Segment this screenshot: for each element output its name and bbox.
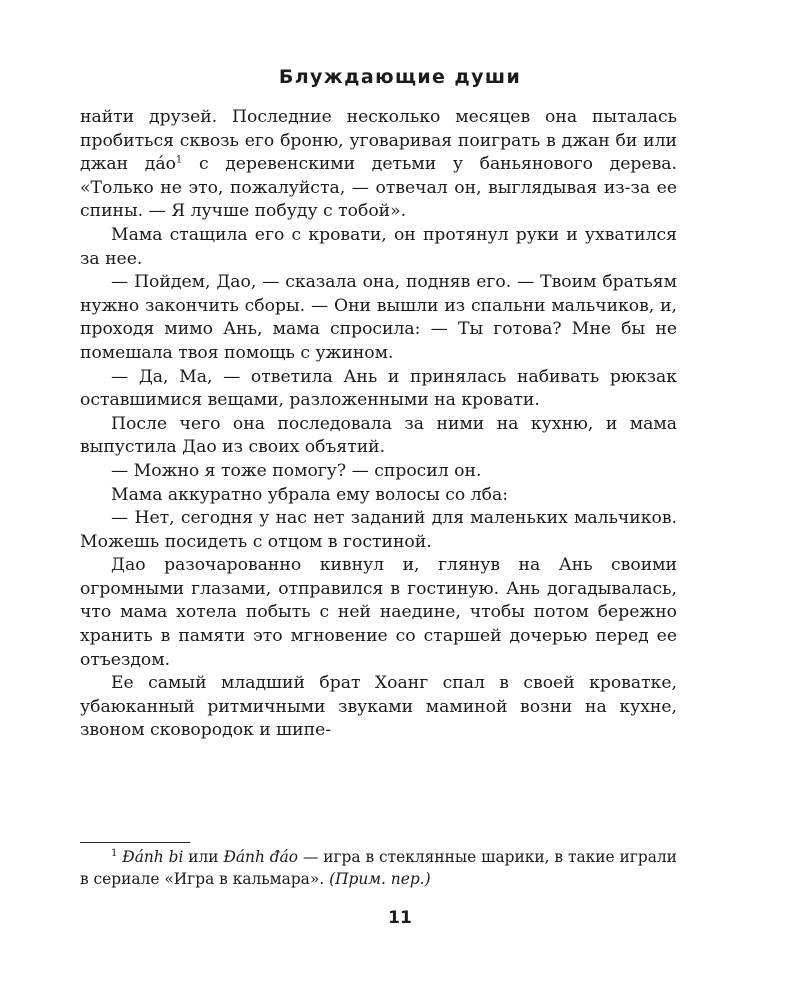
paragraph-1 — [80, 106, 677, 224]
paragraph-7: Мама аккуратно убрала ему волосы со лба: — [111, 484, 509, 505]
footnote-term-1: Đánh bi — [122, 848, 184, 866]
paragraph-1-tail: с деревенскими детьми у баньянового дерева. «Только не это, пожалуйста, — отвечал он, выглядывая из-за ее спины. — Я лучше побуду с тобой». — [80, 154, 677, 222]
footnote-term-2: Đánh đáo — [223, 848, 299, 866]
footnote-text: — игра в стеклянные шарики, в такие играли в сериале «Игра в кальмара». — [80, 848, 677, 888]
paragraph-2: Мама стащила его с кровати, он протянул руки и ухватился за нее. — [80, 224, 677, 269]
paragraph-10: Ее самый младший брат Хоанг спал в своей кроватке, убаюканный ритмичными звуками маминой возни на кухне, звоном сковородок и шипе- — [80, 673, 677, 741]
paragraph-4: — Да, Ма, — ответила Ань и принялась набивать рюкзак оставшимися вещами, разложенными на кровати. — [80, 366, 677, 411]
body-text — [80, 106, 677, 743]
footnote-marker: 1 — [111, 847, 118, 859]
footnote-note: (Прим. пер.) — [329, 869, 431, 888]
paragraph-6: — Можно я тоже помогу? — спросил он. — [111, 460, 482, 481]
paragraph-3: — Пойдем, Дао, — сказала она, подняв его. — Твоим братьям нужно закончить сборы. — Они вышли из спальни мальчиков, и, проходя мимо Ань, мама спросила: — Ты готова? Мне бы не помешала твоя помощь с ужином. — [80, 272, 677, 363]
footnote — [80, 847, 677, 890]
footnote-divider — [80, 842, 190, 843]
page-number: 11 — [388, 908, 412, 928]
footnote-or: или — [183, 848, 224, 866]
footnote-reference[interactable]: 1 — [175, 154, 183, 166]
paragraph-9: Дао разочарованно кивнул и, глянув на Ань своими огромными глазами, отправился в гостиную. Ань догадывалась, что мама хотела побыть с ней наедине, чтобы потом бережно хранить в памяти это мгновение со старшей дочерью перед ее отъездом. — [80, 555, 677, 670]
paragraph-1-text: найти друзей. Последние несколько месяцев она пыталась пробиться сквозь его броню, уговаривая поиграть в джан би или джан дáо — [80, 107, 677, 175]
paragraph-8: — Нет, сегодня у нас нет заданий для маленьких мальчиков. Можешь посидеть с отцом в гостиной. — [80, 508, 677, 552]
paragraph-5: После чего она последовала за ними на кухню, и мама выпустила Дао из своих объятий. — [80, 413, 677, 458]
running-head: Блуждающие души — [278, 66, 522, 88]
